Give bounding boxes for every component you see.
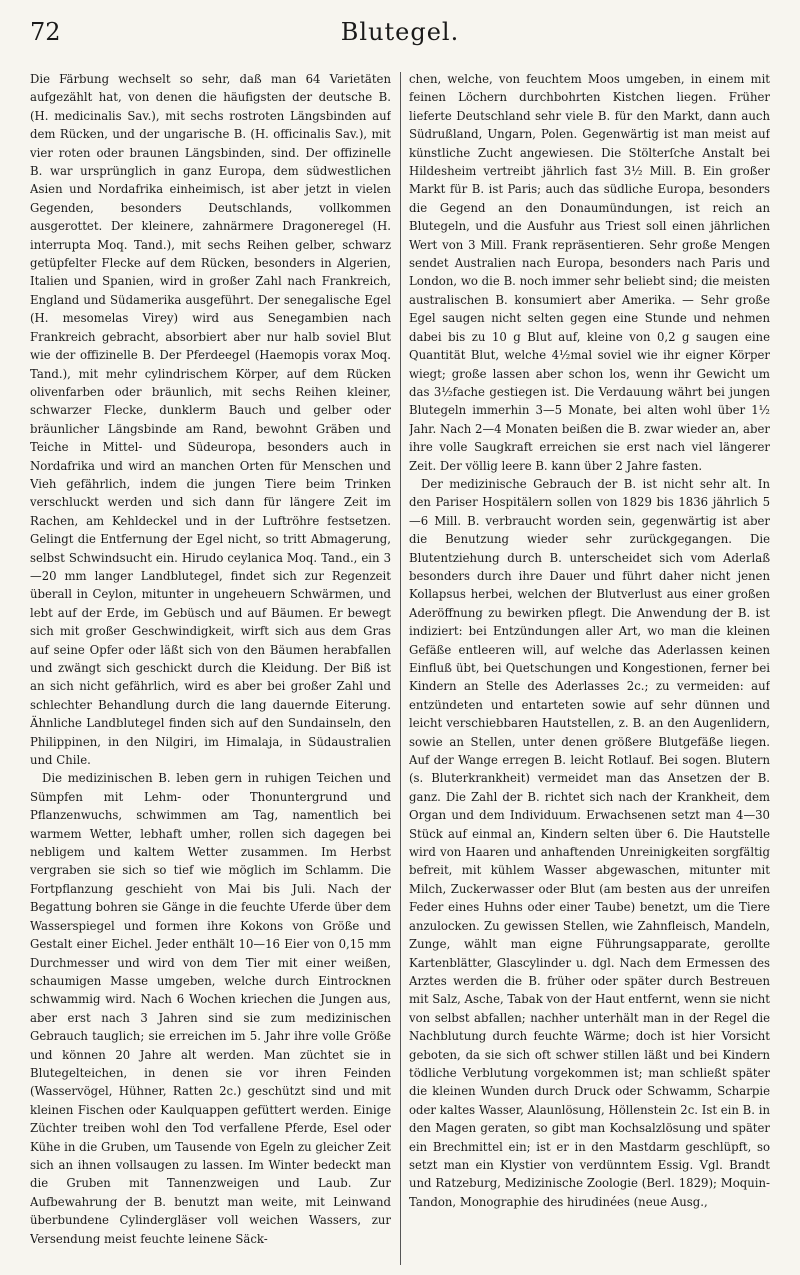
paragraph: chen, welche, von feuchtem Moos umgeben, in einem mit feinen Löchern durchbohrten Kistchen liegen. Früher lieferte Deutschland sehr viele B. für den Markt, dann auch Südrußland, Ungarn, Polen. Gegenwärtig ist man meist auf künstliche Zucht angewiesen. Die Stölterſche Anstalt bei Hildesheim vertreibt jährlich fast 3½ Mill. B. Ein großer Markt für B. ist Paris; auch das südliche Europa, besonders die Gegend an den Donaumündungen, ist reich an Blutegeln, und die Ausfuhr aus Triest soll einen jährlichen Wert von 3 Mill. Frank repräsentieren. Sehr große Mengen sendet Australien nach Europa, besonders nach Paris und London, wo die B. noch immer sehr beliebt sind; die meisten australischen B. konsumiert aber Amerika. — Sehr große Egel saugen nicht selten gegen eine Stunde und nehmen dabei bis zu 10 g Blut auf, kleine von 0,2 g saugen eine Quantität Blut, welche 4½mal soviel wie ihr eigner Körper wiegt; große lassen aber schon los, wenn ihr Gewicht um das 3½fache gestiegen ist. Die Verdauung währt bei jungen Blutegeln immerhin 3—5 Monate, bei alten wohl über 1½ Jahr. Nach 2—4 Monaten beißen die B. zwar wieder an, aber ihre volle Saugkraft erreichen sie erst nach viel längerer Zeit. Der völlig leere B. kann über 2 Jahre fasten. (409, 72, 770, 473)
paragraph: Der medizinische Gebrauch der B. ist nicht sehr alt. In den Pariser Hospitälern sollen von 1829 bis 1836 jährlich 5—6 Mill. B. verbraucht worden sein, gegenwärtig ist aber die Benutzung wieder sehr zurückgegangen. Die Blutentziehung durch B. unterscheidet sich vom Aderlaß besonders durch ihre Dauer und führt daher nicht jenen Kollapsus herbei, welchen der Blutverlust aus einer großen Aderöffnung zu bewirken pflegt. Die Anwendung der B. ist indiziert: bei Entzündungen aller Art, wo man die kleinen Gefäße entleeren will, auf welche das Aderlassen keinen Einfluß übt, bei Quetschungen und Kongestionen, ferner bei Kindern an Stelle des Aderlasses 2c.; zu vermeiden: auf entzündeten und entarteten sowie auf sehr dünnen und leicht verschiebbaren Hautstellen, z. B. an den Augenlidern, sowie an Stellen, unter denen größere Blutgefäße liegen. Auf der Wange erregen B. leicht Rotlauf. Bei sogen. Blutern (s. Bluterkrankheit) vermeidet man das Ansetzen der B. ganz. Die Zahl der B. richtet sich nach der Krankheit, dem Organ und dem Individuum. Erwachsenen setzt man 4—30 Stück auf einmal an, Kindern selten über 6. Die Hautstelle wird von Haaren und anhaftenden Unreinigkeiten sorgfältig befreit, mit kühlem Wasser abgewaschen, mitunter mit Milch, Zuckerwasser oder Blut (am besten aus der unreifen Feder eines Huhns oder einer Taube) benetzt, um die Tiere anzulocken. Zu gewissen Stellen, wie Zahnfleisch, Mandeln, Zunge, wählt man eigne Führungsapparate, gerollte Kartenblätter, Glascylinder u. dgl. Nach dem Ermessen des Arztes werden die B. früher oder später durch Bestreuen mit Salz, Asche, Tabak von der Haut entfernt, wenn sie nicht von selbst abfallen; nachher unterhält man in der Regel die Nachblutung durch feuchte Wärme; doch ist hier Vorsicht geboten, da sie sich oft schwer stillen läßt und bei Kindern tödliche Verblutung vorgekommen ist; man schließt später die kleinen Wunden durch Druck oder Schwamm, Scharpie oder kaltes Wasser, Alaunlösung, Höllenstein 2c. Ist ein B. in den Magen geraten, so gibt man Kochsalzlösung und später ein Brechmittel ein; ist er in den Mastdarm geschlüpft, so setzt man ein Klystier von verdünntem Essig. Vgl. Brandt und Ratzeburg, Medizinische Zoologie (Berl. 1829); Moquin-Tandon, Monographie des hirudinées (neue Ausg., (409, 476, 770, 1209)
text-columns (30, 70, 770, 1265)
page-number: 72 (30, 18, 61, 46)
column-divider (400, 72, 401, 1265)
running-title: Blutegel. (340, 18, 460, 46)
right-column (409, 70, 770, 1265)
paragraph: Die medizinischen B. leben gern in ruhigen Teichen und Sümpfen mit Lehm- oder Thonuntergrund und Pflanzenwuchs, schwimmen am Tag, namentlich bei warmem Wetter, lebhaft umher, rollen sich dagegen bei nebligem und kaltem Wetter zusammen. Im Herbst vergraben sie sich so tief wie möglich im Schlamm. Die Fortpflanzung geschieht von Mai bis Juli. Nach der Begattung bohren sie Gänge in die feuchte Uferde über dem Wasserspiegel und formen ihre Kokons von Größe und Gestalt einer Eichel. Jeder enthält 10—16 Eier von 0,15 mm Durchmesser und wird von dem Tier mit einer weißen, schaumigen Masse umgeben, welche durch Eintrocknen schwammig wird. Nach 6 Wochen kriechen die Jungen aus, aber erst nach 3 Jahren sind sie zum medizinischen Gebrauch tauglich; sie erreichen im 5. Jahr ihre volle Größe und können 20 Jahre alt werden. Man züchtet sie in Blutegelteichen, in denen sie vor ihren Feinden (Wasservögel, Hühner, Ratten 2c.) geschützt sind und mit kleinen Fischen oder Kaulquappen gefüttert werden. Einige Züchter treiben wohl den Tod verfallene Pferde, Esel oder Kühe in die Gruben, um Tausende von Egeln zu gleicher Zeit sich an ihnen vollsaugen zu lassen. Im Winter bedeckt man die Gruben mit Tannenzweigen und Laub. Zur Aufbewahrung der B. benutzt man weite, mit Leinwand überbundene Cylindergläser voll weichen Wassers, zur Versendung meist feuchte leinene Säck- (30, 771, 391, 1246)
page-header (30, 14, 770, 56)
paragraph: Die Färbung wechselt so sehr, daß man 64 Varietäten aufgezählt hat, von denen die häufigsten der deutsche B. (H. medicinalis Sav.), mit sechs rostroten Längsbinden auf dem Rücken, und der ungarische B. (H. officinalis Sav.), mit vier roten oder braunen Längsbinden, sind. Der offizinelle B. war ursprünglich in ganz Europa, dem südwestlichen Asien und Nordafrika einheimisch, ist aber jetzt in vielen Gegenden, besonders Deutschlands, vollkommen ausgerottet. Der kleinere, zahnärmere Dragoneregel (H. interrupta Moq. Tand.), mit sechs Reihen gelber, schwarz getüpfelter Flecke auf dem Rücken, besonders in Algerien, Italien und Spanien, wird in großer Zahl nach Frankreich, England und Südamerika ausgeführt. Der senegalische Egel (H. mesomelas Virey) wird aus Senegambien nach Frankreich gebracht, absorbiert aber nur halb soviel Blut wie der offizinelle B. Der Pferdeegel (Haemopis vorax Moq. Tand.), mit mehr cylindrischem Körper, auf dem Rücken olivenfarben oder bräunlich, mit sechs Reihen kleiner, schwarzer Flecke, dunklerm Bauch und gelber oder bräunlicher Längsbinde am Rand, bewohnt Gräben und Teiche in Mittel- und Südeuropa, besonders auch in Nordafrika und wird an manchen Orten für Menschen und Vieh gefährlich, indem die jungen Tiere beim Trinken verschluckt werden und sich dann für längere Zeit im Rachen, am Kehldeckel und in der Luftröhre festsetzen. Gelingt die Entfernung der Egel nicht, so tritt Abmagerung, selbst Schwindsucht ein. Hirudo ceylanica Moq. Tand., ein 3—20 mm langer Landblutegel, findet sich zur Regenzeit überall in Ceylon, mitunter in ungeheuern Schwärmen, und lebt auf der Erde, im Gebüsch und auf Bäumen. Er bewegt sich mit großer Geschwindigkeit, wirft sich aus dem Gras auf seine Opfer oder läßt sich von den Bäumen herabfallen und zwängt sich geschickt durch die Kleidung. Der Biß ist an sich nicht gefährlich, wird es aber bei großer Zahl und schlechter Behandlung durch die lang dauernde Eiterung. Ähnliche Landblutegel finden sich auf den Sundainseln, den Philippinen, in den Nilgiri, im Himalaja, in Südaustralien und Chile. (30, 72, 391, 768)
left-column (30, 70, 391, 1265)
